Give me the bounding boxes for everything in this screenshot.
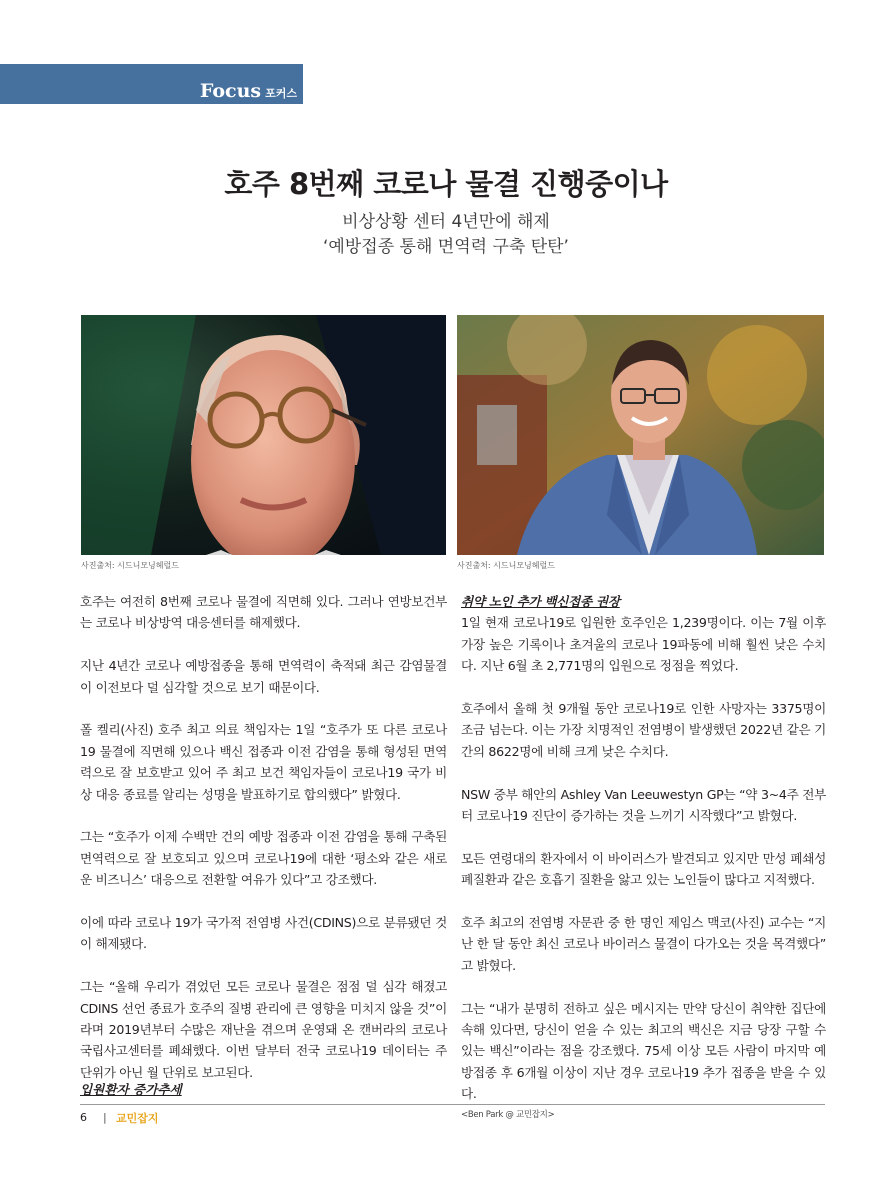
photo-james-mccaw [457, 315, 824, 555]
photo-paul-kelly-image [81, 315, 446, 555]
paragraph: 그는 “호주가 이제 수백만 건의 예방 접종과 이전 감염을 통해 구축된 면역력으로 잘 보호되고 있으며 코로나19에 대한 ‘평소와 같은 새로운 비즈니스’ 대응으로 전환할 여유가 있다”고 강조했다. [80, 829, 447, 888]
paragraph: 호주는 여전히 8번째 코로나 물결에 직면해 있다. 그러나 연방보건부는 코로나 비상방역 대응센터를 해제했다. [80, 594, 447, 631]
paragraph: 그는 “올해 우리가 겪었던 모든 코로나 물결은 점점 덜 심각 해졌고 CDINS 선언 종료가 호주의 질병 관리에 큰 영향을 미치지 않을 것”이라며 2019년부터 수많은 재난을 겪으며 운영돼 온 캔버라의 코로나 국립사고센터를 폐쇄했다. 이번 달부터 전국 코로나19 데이터는 주 단위가 아닌 월 단위로 보고된다. [80, 979, 447, 1080]
paragraph: 폴 켈리(사진) 호주 최고 의료 책임자는 1일 “호주가 또 다른 코로나19 물결에 직면해 있으나 백신 접종과 이전 감염을 통해 형성된 면역력으로 잘 보호받고 있어 주 최고 보건 책임자들이 코로나19 국가 비상 대응 종료를 알리는 성명을 발표하기로 합의했다” 밝혔다. [80, 722, 447, 802]
photo-credit-right: 사진출처: 시드니모닝헤럴드 [457, 561, 555, 570]
section-heading-hospitalisations: 입원환자 증가추세 [80, 1082, 182, 1097]
paragraph: 1일 현재 코로나19로 입원한 호주인은 1,239명이다. 이는 7월 이후 가장 높은 기록이나 초겨울의 코로나 19파동에 비해 훨씬 낮은 수치다. 지난 6월 초 2,771명의 입원으로 정점을 찍었다. [461, 615, 826, 674]
article-byline: <Ben Park @ 교민잡지> [461, 1109, 555, 1120]
page-number: 6 [80, 1111, 87, 1124]
section-banner [0, 64, 303, 104]
article-subtitle-line2: ‘예방접종 통해 면역력 구축 탄탄’ [323, 237, 569, 257]
paragraph: 모든 연령대의 환자에서 이 바이러스가 발견되고 있지만 만성 폐쇄성 폐질환과 같은 호흡기 질환을 앓고 있는 노인들이 많다고 지적했다. [461, 850, 826, 888]
article-body-right [461, 591, 826, 1121]
paragraph: 이에 따라 코로나 19가 국가적 전염병 사건(CDINS)으로 분류됐던 것이 해제됐다. [80, 915, 447, 952]
footer-separator: | [103, 1111, 107, 1124]
section-heading-vaccination: 취약 노인 추가 백신접종 권장 [461, 594, 620, 609]
section-label [200, 80, 297, 102]
magazine-logo: 교민잡지 [116, 1112, 159, 1125]
photo-james-mccaw-image [457, 315, 824, 555]
paragraph: 호주에서 올해 첫 9개월 동안 코로나19로 인한 사망자는 3375명이 조금 넘는다. 이는 가장 치명적인 전염병이 발생했던 2022년 같은 기간의 8622명에 비해 크게 낮은 수치다. [461, 701, 826, 759]
article-body-left [80, 591, 447, 1087]
section-label-en: Focus [199, 80, 262, 102]
paragraph: 그는 “내가 분명히 전하고 싶은 메시지는 만약 당신이 취약한 집단에 속해 있다면, 당신이 얻을 수 있는 최고의 백신은 지금 당장 구할 수 있는 백신”이라는 점을 강조했다. 75세 이상 모든 사람이 마지막 예방접종 후 6개월 이상이 지난 경우 코로나19 추가 접종을 받을 수 있다. [461, 1000, 826, 1102]
photo-paul-kelly [81, 315, 446, 555]
paragraph: 호주 최고의 전염병 자문관 중 한 명인 제임스 맥코(사진) 교수는 “지난 한 달 동안 최신 코로나 바이러스 물결이 다가오는 것을 목격했다” 고 밝혔다. [461, 915, 826, 973]
article-subtitle-line1: 비상상황 센터 4년만에 해제 [342, 212, 550, 232]
paragraph: 지난 4년간 코로나 예방접종을 통해 면역력이 축적돼 최근 감염물결이 이전보다 덜 심각할 것으로 보기 때문이다. [80, 658, 447, 695]
footer-divider [80, 1104, 825, 1105]
paragraph: NSW 중부 해안의 Ashley Van Leeuwestyn GP는 “약 3~4주 전부터 코로나19 진단이 증가하는 것을 느끼기 시작했다”고 밝혔다. [461, 786, 826, 824]
article-title: 호주 8번째 코로나 물결 진행중이나 [224, 167, 668, 201]
photo-credit-left: 사진출처: 시드니모닝헤럴드 [81, 561, 179, 570]
section-label-ko: 포커스 [265, 87, 297, 100]
